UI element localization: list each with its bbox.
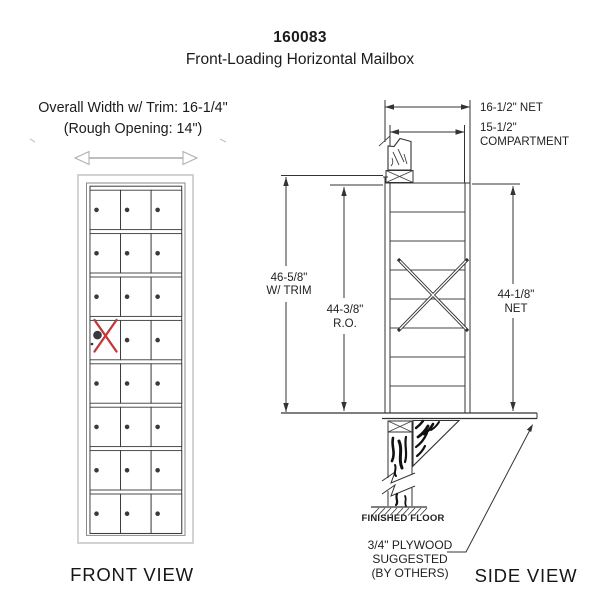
blocking-cross-section-lower xyxy=(388,421,412,432)
rough-opening-note: (Rough Opening: 14") xyxy=(63,121,203,137)
plywood-shelf xyxy=(281,413,537,419)
lock-icon xyxy=(125,381,130,386)
lock-icon xyxy=(155,294,160,299)
dim-compartment xyxy=(390,122,569,183)
plywood-note-line-3: (BY OTHERS) xyxy=(371,566,449,580)
dim-compartment-label-1: 15-1/2" xyxy=(480,122,517,134)
dim-height-trim xyxy=(266,176,383,413)
lock-icon xyxy=(94,425,99,430)
dim-height-ro-label-1: 44-3/8" xyxy=(326,304,364,316)
tick-mark xyxy=(30,139,35,142)
lock-icon xyxy=(155,251,160,256)
dim-height-ro-label-2: R.O. xyxy=(333,318,357,330)
front-view-drawing xyxy=(30,139,226,585)
overall-width-note: Overall Width w/ Trim: 16-1/4" xyxy=(38,100,228,116)
lock-icon xyxy=(155,511,160,516)
paint-speck xyxy=(91,343,94,346)
plywood-note-line-1: 3/4" PLYWOOD xyxy=(367,538,453,552)
lock-icon xyxy=(94,381,99,386)
lock-icon xyxy=(155,208,160,213)
lock-icon xyxy=(125,468,130,473)
blocking-cross-section xyxy=(386,171,413,183)
width-arrow-icon xyxy=(75,152,197,165)
model-number: 160083 xyxy=(273,29,327,46)
page-title: Front-Loading Horizontal Mailbox xyxy=(185,51,415,68)
lock-icon xyxy=(155,381,160,386)
door-grid xyxy=(90,190,182,533)
lock-icon xyxy=(94,511,99,516)
wall-stud-bottom xyxy=(382,432,415,506)
lock-icon xyxy=(94,468,99,473)
dim-height-ro xyxy=(327,185,383,411)
wall-stud-top xyxy=(379,136,411,170)
lock-icon xyxy=(94,208,99,213)
lock-icon xyxy=(125,208,130,213)
lock-icon xyxy=(155,338,160,343)
dim-height-net-label-2: NET xyxy=(504,303,528,315)
dim-height-trim-label-1: 46-5/8" xyxy=(270,272,308,284)
lock-icon xyxy=(125,425,130,430)
front-view-caption: FRONT VIEW xyxy=(70,564,194,585)
lock-icon xyxy=(94,251,99,256)
lock-icon xyxy=(155,425,160,430)
lock-icon xyxy=(125,338,130,343)
mailbox-door xyxy=(90,320,121,359)
side-view-drawing xyxy=(266,100,577,586)
lock-icon xyxy=(125,251,130,256)
tick-mark xyxy=(220,139,226,142)
lock-icon xyxy=(155,468,160,473)
dim-depth-net-label: 16-1/2" NET xyxy=(480,102,543,114)
dim-height-trim-label-2: W/ TRIM xyxy=(266,285,312,297)
lock-icon xyxy=(94,294,99,299)
plywood-note-line-2: SUGGESTED xyxy=(372,552,448,566)
dim-compartment-label-2: COMPARTMENT xyxy=(480,136,570,148)
master-lock-icon xyxy=(93,331,102,340)
mailbox-side-body xyxy=(383,177,470,413)
lock-icon xyxy=(125,294,130,299)
side-view-caption: SIDE VIEW xyxy=(474,565,578,586)
dim-height-net xyxy=(472,184,534,411)
finished-floor-label: FINISHED FLOOR xyxy=(361,513,445,524)
finished-floor xyxy=(361,507,444,524)
support-bracket xyxy=(413,421,459,467)
lock-icon xyxy=(125,511,130,516)
dim-height-net-label-1: 44-1/8" xyxy=(497,289,535,301)
